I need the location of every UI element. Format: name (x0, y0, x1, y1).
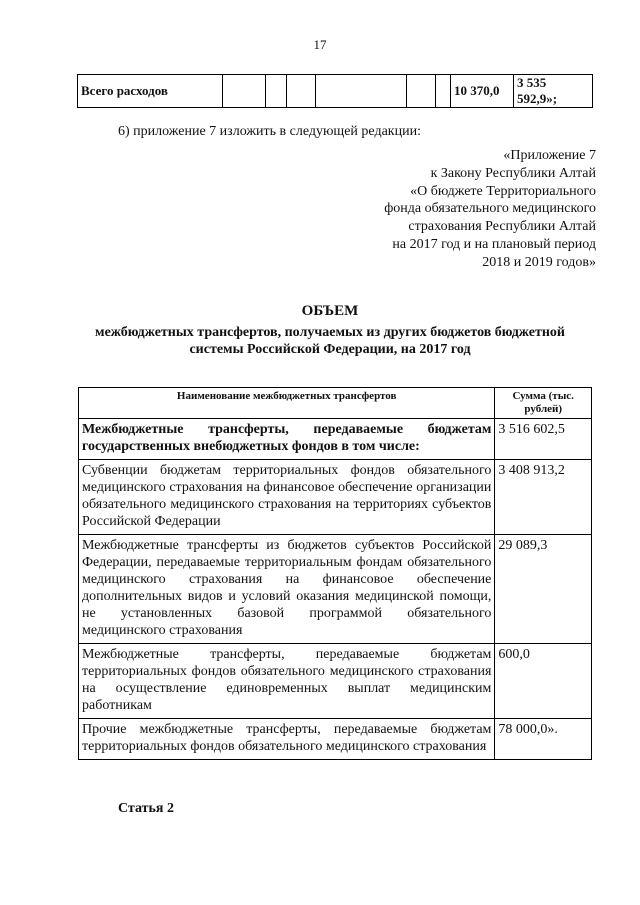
empty-cell (436, 75, 451, 108)
header-sum: Сумма (тыс. рублей) (495, 388, 592, 419)
table-row (79, 460, 592, 535)
item-6-text: 6) приложение 7 изложить в следующей редакции: (118, 124, 421, 139)
row-name: Межбюджетные трансферты из бюджетов субъектов Российской Федерации, передаваемые территориальным фондам обязательного медицинского страхования на финансовое обеспечение дополнительных видов и условий оказания медицинской помощи, не установленных базовой программой обязательного медицинского страхования (79, 535, 495, 644)
empty-cell (316, 75, 407, 108)
total-value-1: 10 370,0 (451, 75, 514, 108)
page-number: 17 (313, 37, 327, 52)
expenses-total-table (77, 74, 593, 108)
empty-cell (287, 75, 316, 108)
row-name: Прочие межбюджетные трансферты, передаваемые бюджетам территориальных фондов обязательного медицинского страхования (79, 719, 495, 760)
title-main: ОБЪЕМ (301, 303, 359, 319)
empty-cell (223, 75, 266, 108)
row-sum: 3 408 913,2 (495, 460, 592, 535)
appendix-line: на 2017 год и на плановый период (392, 236, 596, 252)
appendix-line: к Закону Республики Алтай (430, 165, 596, 181)
appendix-line: страхования Республики Алтай (408, 219, 596, 235)
table-row (79, 535, 592, 644)
row-sum: 600,0 (495, 644, 592, 719)
title-line-1: межбюджетных трансфертов, получаемых из других бюджетов бюджетной (95, 325, 565, 340)
row-sum: 78 000,0». (495, 719, 592, 760)
table-row (79, 644, 592, 719)
appendix-line: фонда обязательного медицинского (384, 201, 596, 217)
title-line-2: системы Российской Федерации, на 2017 год (189, 342, 471, 357)
appendix-line: «Приложение 7 (503, 148, 596, 163)
row-name: Межбюджетные трансферты, передаваемые бюджетам государственных внебюджетных фондов в том числе: (79, 419, 495, 460)
appendix-line: «О бюджете Территориального (410, 183, 596, 199)
row-sum: 3 516 602,5 (495, 419, 592, 460)
appendix-line: 2018 и 2019 годов» (482, 254, 596, 270)
total-value-2: 3 535 592,9»; (514, 75, 593, 108)
table-row (79, 419, 592, 460)
header-name: Наименование межбюджетных трансфертов (79, 388, 495, 419)
empty-cell (266, 75, 287, 108)
table-row (79, 719, 592, 760)
document-title (70, 303, 590, 358)
article-heading: Статья 2 (118, 801, 174, 816)
empty-cell (407, 75, 436, 108)
table-header-row (79, 388, 592, 419)
transfers-table (78, 387, 592, 760)
row-sum: 29 089,3 (495, 535, 592, 644)
table-row (78, 75, 593, 108)
row-name: Межбюджетные трансферты, передаваемые бюджетам территориальных фондов обязательного медицинского страхования на осуществление единовременных выплат медицинским работникам (79, 644, 495, 719)
total-label: Всего расходов (78, 75, 223, 108)
row-name: Субвенции бюджетам территориальных фондов обязательного медицинского страхования на финансовое обеспечение организации обязательного медицинского страхования на территориях субъектов Российской Федерации (79, 460, 495, 535)
appendix-header (296, 147, 596, 272)
